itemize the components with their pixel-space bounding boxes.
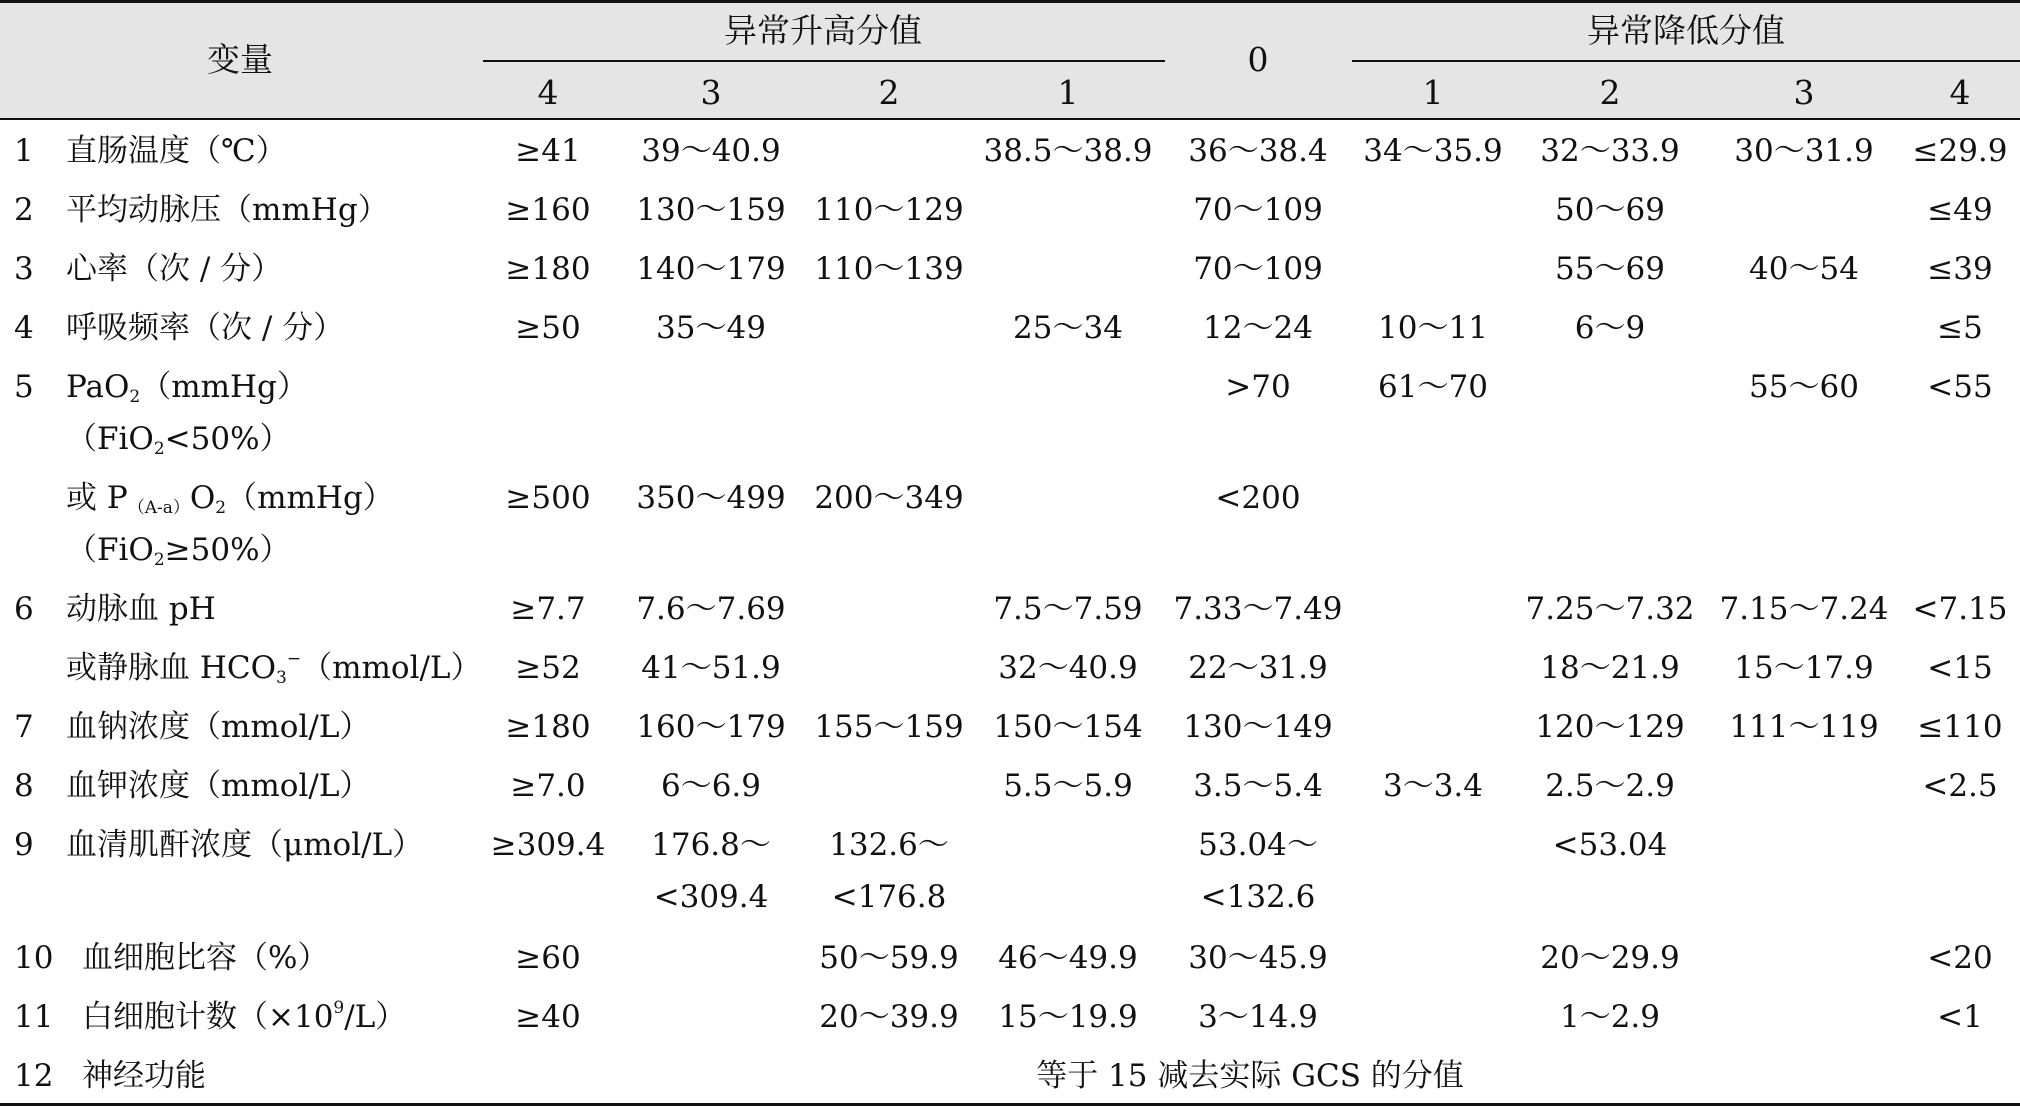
- score-cell: 30～45.9: [1188, 940, 1328, 976]
- score-cell: 155～159: [814, 709, 964, 745]
- score-cell: 20～39.9: [819, 999, 959, 1035]
- score-cell: ≥40: [515, 999, 581, 1035]
- row-number: 9: [14, 827, 34, 863]
- score-cell: 120～129: [1535, 709, 1685, 745]
- score-cell: ≤29.9: [1912, 133, 2008, 169]
- score-cell: ≥60: [515, 940, 581, 976]
- score-cell: 70～109: [1193, 251, 1323, 287]
- score-cell: ≥52: [515, 650, 581, 686]
- score-cell: 25～34: [1013, 310, 1123, 346]
- score-cell-line2: <176.8: [831, 879, 947, 915]
- score-cell: 36～38.4: [1188, 133, 1328, 169]
- variable-name: 动脉血 pH: [66, 591, 216, 627]
- name-text: O: [189, 480, 216, 516]
- score-cell: 34～35.9: [1363, 133, 1503, 169]
- score-cell: 46～49.9: [998, 940, 1138, 976]
- score-cell: ≥7.7: [510, 591, 586, 627]
- score-cell: 55～60: [1749, 369, 1859, 405]
- score-cell: 7.6～7.69: [636, 591, 786, 627]
- header-raised-score: 异常升高分值: [724, 11, 922, 50]
- score-cell: 7.5～7.59: [993, 591, 1143, 627]
- score-cell: >70: [1225, 369, 1291, 405]
- variable-name: 血钠浓度（mmol/L）: [66, 709, 371, 745]
- name-subscript: 2: [153, 439, 165, 459]
- score-cell: ≥180: [505, 709, 591, 745]
- score-cell: ≥50: [515, 310, 581, 346]
- name-text: （FiO: [66, 532, 154, 568]
- score-cell: 160～179: [636, 709, 786, 745]
- lowered-group-rule: [1352, 60, 2020, 62]
- row-number: 6: [14, 591, 34, 627]
- name-text: <50%）: [164, 421, 291, 457]
- variable-name: 神经功能: [82, 1058, 206, 1094]
- bottom-rule: [0, 1103, 2020, 1106]
- score-cell: 110～139: [814, 251, 964, 287]
- name-text: 或静脉血 HCO: [66, 650, 277, 686]
- score-cell: <53.04: [1552, 827, 1668, 863]
- score-cell: 18～21.9: [1540, 650, 1680, 686]
- score-cell: ≥309.4: [490, 827, 606, 863]
- name-subscript: 2: [129, 387, 141, 407]
- header-lowered-2: 2: [1599, 73, 1621, 112]
- score-cell: 7.25～7.32: [1525, 591, 1695, 627]
- header-lowered-4: 4: [1949, 73, 1971, 112]
- header-raised-3: 3: [700, 73, 722, 112]
- name-text: （FiO: [66, 421, 154, 457]
- name-subscript: （A-a）: [127, 498, 190, 518]
- variable-name: 平均动脉压（mmHg）: [66, 192, 389, 228]
- score-cell: 200～349: [814, 480, 964, 516]
- score-cell: ≥180: [505, 251, 591, 287]
- variable-name: 血钾浓度（mmol/L）: [66, 768, 371, 804]
- score-cell: 1～2.9: [1559, 999, 1661, 1035]
- header-raised-2: 2: [878, 73, 900, 112]
- variable-name: [66, 648, 482, 688]
- header-lowered-3: 3: [1793, 73, 1815, 112]
- score-cell: 7.15～7.24: [1719, 591, 1889, 627]
- variable-name: 直肠温度（℃）: [66, 133, 287, 169]
- score-cell: <55: [1927, 369, 1993, 405]
- row-number: 10: [14, 940, 54, 976]
- score-cell: 12～24: [1203, 310, 1313, 346]
- score-cell: 176.8～: [651, 827, 771, 863]
- top-rule: [0, 0, 2020, 3]
- score-cell: 38.5～38.9: [983, 133, 1153, 169]
- score-cell: 150～154: [993, 709, 1143, 745]
- score-cell: 6～9: [1574, 310, 1646, 346]
- score-cell: 3～3.4: [1382, 768, 1484, 804]
- score-cell: 55～69: [1555, 251, 1665, 287]
- score-cell-line2: <132.6: [1200, 879, 1316, 915]
- score-cell: 140～179: [636, 251, 786, 287]
- score-cell: 5.5～5.9: [1003, 768, 1133, 804]
- header-zero-score: 0: [1247, 40, 1269, 79]
- score-cell-line2: <309.4: [653, 879, 769, 915]
- score-cell: ≥7.0: [510, 768, 586, 804]
- variable-name: [82, 997, 406, 1037]
- variable-name: 血清肌酐浓度（μmol/L）: [66, 827, 424, 863]
- score-cell: <15: [1927, 650, 1993, 686]
- header-raised-1: 1: [1057, 73, 1079, 112]
- row-number: 4: [14, 310, 34, 346]
- header-rule: [0, 118, 2020, 120]
- score-cell: ≥500: [505, 480, 591, 516]
- score-cell: ≤110: [1917, 709, 2003, 745]
- name-subscript: 2: [153, 550, 165, 570]
- name-text: PaO: [66, 369, 130, 405]
- score-cell: 40～54: [1749, 251, 1859, 287]
- score-cell: 35～49: [656, 310, 766, 346]
- score-cell: 132.6～: [829, 827, 949, 863]
- name-subscript: 2: [215, 498, 227, 518]
- score-cell: 2.5～2.9: [1545, 768, 1675, 804]
- score-cell: <200: [1215, 480, 1301, 516]
- row-number: 7: [14, 709, 34, 745]
- score-cell: 41～51.9: [641, 650, 781, 686]
- merged-score-cell: 等于 15 减去实际 GCS 的分值: [1036, 1058, 1464, 1094]
- header-lowered-score: 异常降低分值: [1587, 11, 1785, 50]
- variable-name-line2: [66, 530, 291, 570]
- name-text: （mmol/L）: [301, 650, 482, 686]
- row-number: 3: [14, 251, 34, 287]
- score-cell: 70～109: [1193, 192, 1323, 228]
- name-superscript: 9: [333, 998, 345, 1018]
- score-cell: 50～69: [1555, 192, 1665, 228]
- score-cell: 53.04～: [1198, 827, 1318, 863]
- variable-name: [66, 478, 394, 518]
- score-cell: 15～17.9: [1734, 650, 1874, 686]
- score-cell: 61～70: [1378, 369, 1488, 405]
- row-number: 11: [14, 999, 54, 1035]
- score-cell: 10～11: [1378, 310, 1488, 346]
- row-number: 5: [14, 369, 34, 405]
- row-number: 2: [14, 192, 34, 228]
- row-number: 8: [14, 768, 34, 804]
- score-cell: <2.5: [1922, 768, 1998, 804]
- score-cell: 3～14.9: [1198, 999, 1318, 1035]
- name-text: （mmHg）: [226, 480, 394, 516]
- name-text: （mmHg）: [140, 369, 308, 405]
- score-cell: 130～159: [636, 192, 786, 228]
- row-number: 12: [14, 1058, 54, 1094]
- name-superscript: −: [286, 649, 302, 669]
- variable-name: 心率（次 / 分）: [66, 251, 283, 287]
- score-cell: 7.33～7.49: [1173, 591, 1343, 627]
- score-cell: <20: [1927, 940, 1993, 976]
- header-raised-4: 4: [537, 73, 559, 112]
- name-subscript: 3: [276, 668, 287, 688]
- variable-name: [66, 367, 308, 407]
- header-variable: 变量: [207, 40, 273, 79]
- score-cell: ≤49: [1927, 192, 1993, 228]
- score-cell: 32～40.9: [998, 650, 1138, 686]
- name-text: /L）: [344, 999, 407, 1035]
- name-text: 白细胞计数（×10: [82, 999, 334, 1035]
- score-cell: 3.5～5.4: [1193, 768, 1323, 804]
- score-cell: 39～40.9: [641, 133, 781, 169]
- score-cell: <7.15: [1912, 591, 2008, 627]
- name-text: 或 P: [66, 480, 128, 516]
- score-cell: 130～149: [1183, 709, 1333, 745]
- variable-name: 血细胞比容（%）: [82, 940, 329, 976]
- score-cell: 111～119: [1729, 709, 1879, 745]
- variable-name: 呼吸频率（次 / 分）: [66, 310, 345, 346]
- score-cell: ≥41: [515, 133, 581, 169]
- score-cell: 22～31.9: [1188, 650, 1328, 686]
- score-cell: 50～59.9: [819, 940, 959, 976]
- score-cell: 15～19.9: [998, 999, 1138, 1035]
- header-lowered-1: 1: [1422, 73, 1444, 112]
- score-cell: 110～129: [814, 192, 964, 228]
- score-cell: <1: [1937, 999, 1983, 1035]
- score-cell: ≤39: [1927, 251, 1993, 287]
- score-cell: 6～6.9: [660, 768, 762, 804]
- score-cell: ≥160: [505, 192, 591, 228]
- name-text: ≥50%）: [164, 532, 291, 568]
- score-cell: 350～499: [636, 480, 786, 516]
- score-cell: 32～33.9: [1540, 133, 1680, 169]
- score-cell: 20～29.9: [1540, 940, 1680, 976]
- variable-name-line2: [66, 419, 291, 459]
- score-cell: ≤5: [1937, 310, 1983, 346]
- row-number: 1: [14, 133, 34, 169]
- raised-group-rule: [483, 60, 1165, 62]
- score-cell: 30～31.9: [1734, 133, 1874, 169]
